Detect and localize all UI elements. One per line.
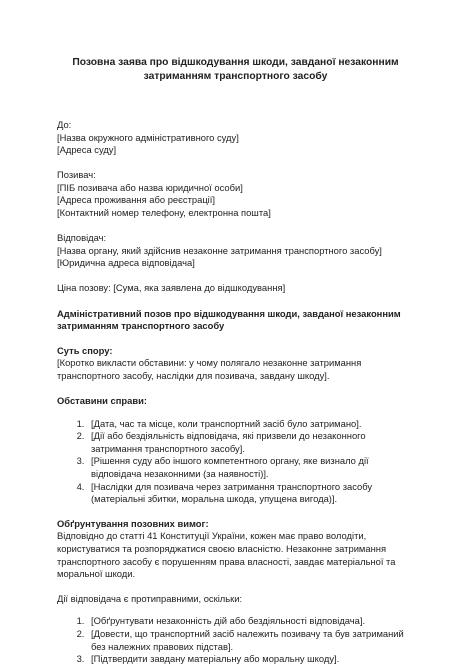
defendant-label: Відповідач: <box>57 232 107 244</box>
justification-text: Відповідно до статті 41 Конституції України, кожен має право володіти, користуватися та розпоряджатися своєю власністю. Незаконне затримання транспортного засобу є порушенням права власності, завдає матеріальної та моральної шкоди. <box>57 530 396 580</box>
plaintiff-label: Позивач: <box>57 169 96 181</box>
essence-text: [Коротко викласти обставини: у чому полягало незаконне затримання транспортного засобу, наслідки для позивача, завдану шкоду]. <box>57 357 362 381</box>
list-item: 4. [Наслідки для позивача через затримання транспортного засобу (матеріальні збитки, моральна шкода, упущена вигода)]. <box>87 481 414 506</box>
justification-section <box>57 518 414 666</box>
circumstances-heading: Обставини справи: <box>57 395 148 406</box>
plaintiff-address: [Адреса проживання або реєстрації] <box>57 194 215 206</box>
plaintiff-name: [ПІБ позивача або назва юридичної особи] <box>57 181 243 193</box>
plaintiff-block <box>57 169 414 219</box>
document-title: Позовна заява про відшкодування шкоди, завданої незаконним затриманням транспортного засобу <box>72 57 399 82</box>
court-name: [Назва окружного адміністративного суду] <box>57 131 239 143</box>
essence-heading: Суть спору: <box>57 344 113 356</box>
circumstances-list <box>57 418 414 506</box>
list-item: 1. [Дата, час та місце, коли транспортний засіб було затримано]. <box>87 418 414 431</box>
list-item: 3. [Підтвердити завдану матеріальну або моральну шкоду]. <box>87 653 414 666</box>
justification-list <box>57 615 414 665</box>
list-item: 2. [Дії або бездіяльність відповідача, які призвели до незаконного затримання транспортного засобу]. <box>87 430 414 455</box>
defendant-name: [Назва органу, який здійснив незаконне затримання транспортного засобу] <box>57 244 382 256</box>
justification-heading: Обґрунтування позовних вимог: <box>57 517 209 529</box>
to-label: До: <box>57 119 72 130</box>
claim-price: Ціна позову: [Сума, яка заявлена до відшкодування] <box>57 282 286 294</box>
court-address: [Адреса суду] <box>57 144 117 156</box>
list-item: 3. [Рішення суду або іншого компетентного органу, яке визнало дії відповідача незаконними (за наявності)]. <box>87 455 414 480</box>
circumstances-section <box>57 395 414 506</box>
defendant-address: [Юридична адреса відповідача] <box>57 257 195 269</box>
essence-section <box>57 345 414 383</box>
list-item: 1. [Обґрунтувати незаконність дій або бездіяльності відповідача]. <box>87 615 414 628</box>
plaintiff-contacts: [Контактний номер телефону, електронна пошта] <box>57 207 271 219</box>
defendant-block <box>57 232 414 270</box>
claim-title: Адміністративний позов про відшкодування шкоди, завданої незаконним затриманням транспортного засобу <box>57 307 401 332</box>
justification-intro: Дії відповідача є протиправними, оскільки: <box>57 592 243 604</box>
court-recipient-block <box>57 119 414 157</box>
list-item: 2. [Довести, що транспортний засіб належить позивачу та був затриманий без належних правових підстав]. <box>87 628 414 653</box>
